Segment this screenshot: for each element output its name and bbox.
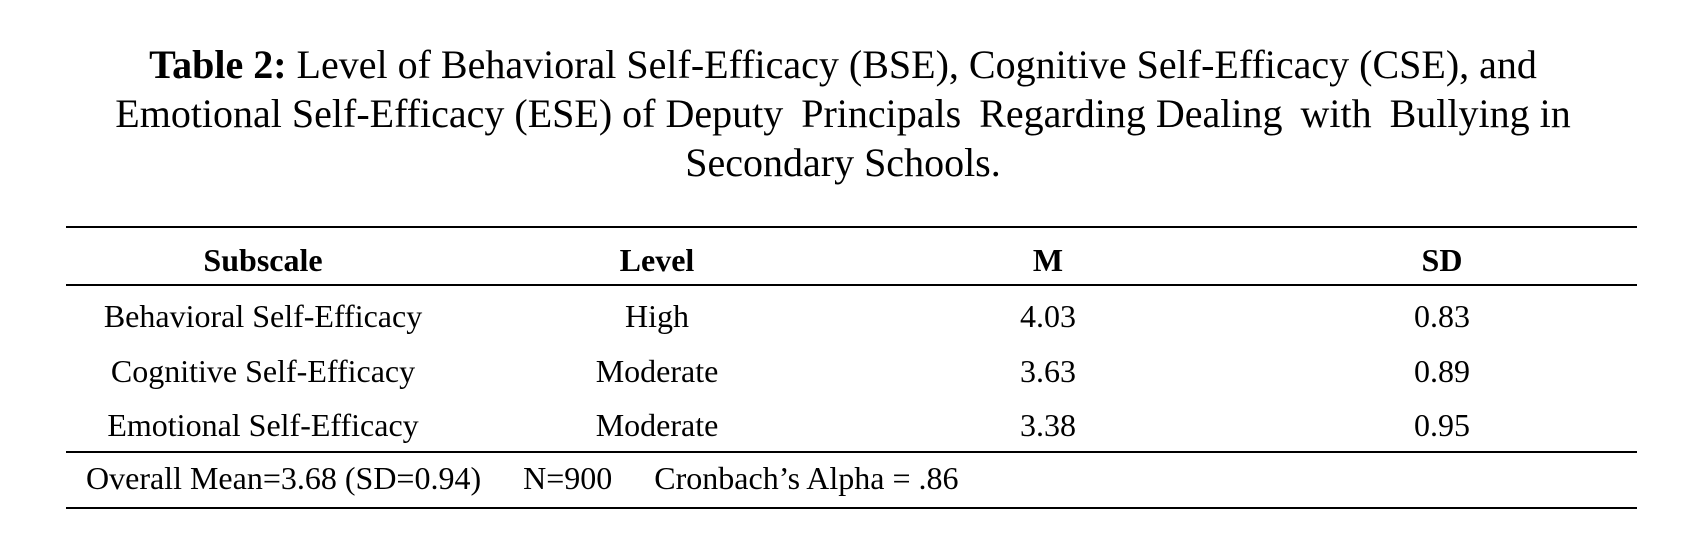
caption-word: Regarding Dealing (979, 91, 1283, 136)
sample-size: N=900 (523, 460, 613, 496)
top-rule (66, 226, 1637, 228)
caption-line-3: Secondary Schools. (685, 140, 1001, 185)
header-level: Level (619, 242, 695, 278)
header-rule (66, 284, 1637, 286)
caption-word: Emotional Self-Efficacy (ESE) of Deputy (115, 91, 784, 136)
cronbach-alpha: Cronbach’s Alpha = .86 (654, 460, 959, 496)
caption-word: with (1300, 91, 1372, 136)
overall-mean: Overall Mean=3.68 (SD=0.94) (86, 460, 482, 496)
table-cell: Moderate (595, 353, 719, 389)
header-sd: SD (1421, 242, 1463, 278)
table-cell: Moderate (595, 407, 719, 443)
table-cell: 0.95 (1414, 407, 1470, 443)
table-caption (40, 40, 1646, 187)
caption-label: Table 2: (149, 42, 287, 87)
table-cell: 3.38 (1020, 407, 1076, 443)
table-cell: 0.89 (1414, 353, 1470, 389)
table-cell: 3.63 (1020, 353, 1076, 389)
footer-rule (66, 451, 1637, 453)
bottom-rule (66, 507, 1637, 509)
header-subscale: Subscale (203, 242, 323, 278)
table-cell: 4.03 (1020, 298, 1076, 334)
table-footer (86, 458, 959, 498)
caption-word: Principals (801, 91, 962, 136)
table-cell: 0.83 (1414, 298, 1470, 334)
caption-line-2 (40, 89, 1646, 138)
caption-line-1 (40, 40, 1646, 89)
caption-word: Bullying in (1389, 91, 1571, 136)
header-mean: M (1032, 242, 1064, 278)
caption-line-1-text: Level of Behavioral Self-Efficacy (BSE), Cognitive Self-Efficacy (CSE), and (296, 42, 1537, 87)
table-cell: Behavioral Self-Efficacy (103, 298, 423, 334)
table-cell: Emotional Self-Efficacy (107, 407, 419, 443)
table-cell: High (625, 298, 689, 334)
table-cell: Cognitive Self-Efficacy (110, 353, 416, 389)
